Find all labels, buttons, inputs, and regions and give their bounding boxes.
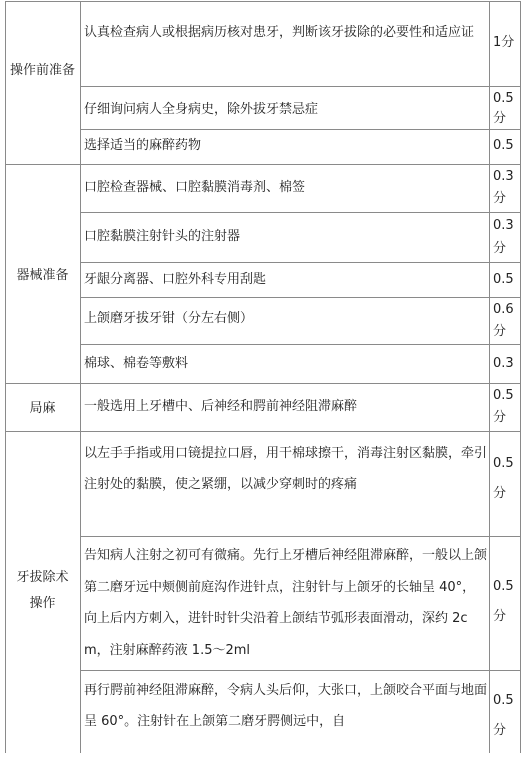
grid-line-col2 xyxy=(489,1,490,753)
score-value: 0.5分 xyxy=(493,456,514,501)
score-value: 0.5分 xyxy=(493,693,514,738)
section-divider xyxy=(5,164,521,165)
criterion-text: 选择适当的麻醉药物 xyxy=(84,138,202,153)
row-divider xyxy=(80,86,521,87)
category-label: 器械准备 xyxy=(16,268,69,283)
grid-line-top xyxy=(5,1,521,2)
grid-line-right xyxy=(520,1,521,753)
category-label xyxy=(5,565,80,617)
criterion-text: 认真检查病人或根据病历核对患牙，判断该牙拔除的必要性和适应证 xyxy=(84,25,475,40)
row-divider xyxy=(80,344,521,345)
row-divider xyxy=(80,536,521,537)
score-value: 0.5分 xyxy=(493,579,514,624)
grid-line-col1 xyxy=(80,1,81,753)
row-divider xyxy=(80,212,521,213)
criterion-text: 棉球、棉卷等敷料 xyxy=(84,356,189,371)
criterion-text: 上颌磨牙拔牙钳（分左右侧） xyxy=(84,311,254,326)
score-value: 0.5 xyxy=(493,272,514,287)
category-text: 牙拔除术操作 xyxy=(16,570,69,611)
criterion-text: 再行腭前神经阻滞麻醉，令病人头后仰，大张口，上颌咬合平面与地面呈 60°。注射针在上颌第二磨牙腭侧远中，自 xyxy=(84,683,488,729)
category-text: 操作前准备 xyxy=(9,63,75,78)
score-value: 0.5分 xyxy=(493,91,514,126)
criterion-text: 口腔检查器械、口腔黏膜消毒剂、棉签 xyxy=(84,180,306,195)
score-value: 0.5 xyxy=(493,138,514,153)
section-divider xyxy=(5,383,521,384)
section-divider xyxy=(5,431,521,432)
row-divider xyxy=(80,297,521,298)
score-value: 0.3 xyxy=(493,356,514,371)
score-value: 0.3分 xyxy=(493,169,514,206)
score-value: 0.6分 xyxy=(493,302,514,339)
score-value: 1分 xyxy=(493,35,515,50)
criterion-text: 口腔黏膜注射针头的注射器 xyxy=(84,229,241,244)
row-divider xyxy=(80,262,521,263)
grid-line-left xyxy=(5,1,6,753)
category-label xyxy=(5,58,80,84)
row-divider xyxy=(80,670,521,671)
score-value: 0.3分 xyxy=(493,218,514,256)
criterion-text: 以左手手指或用口镜提拉口唇，用干棉球擦干，消毒注射区黏膜，牵引注射处的黏膜，使之紧绷，以减少穿刺时的疼痛 xyxy=(84,446,488,492)
criterion-text: 告知病人注射之初可有微痛。先行上牙槽后神经阻滞麻醉，一般以上颌第二磨牙远中颊侧前庭沟作进针点，注射针与上颌牙的长轴呈 40°，向上后内方刺入，进针时针尖沿着上颌结节弧形表面滑动，深约 2cm，注射麻醉药液 1.5～2ml xyxy=(84,548,488,658)
criterion-text: 一般选用上牙槽中、后神经和腭前神经阻滞麻醉 xyxy=(84,399,358,414)
row-divider xyxy=(80,129,521,130)
criterion-text: 牙龈分离器、口腔外科专用刮匙 xyxy=(84,272,267,287)
criterion-text: 仔细询问病人全身病史，除外拔牙禁忌症 xyxy=(84,102,319,117)
category-label: 局麻 xyxy=(29,401,56,416)
score-value: 0.5分 xyxy=(493,388,514,425)
